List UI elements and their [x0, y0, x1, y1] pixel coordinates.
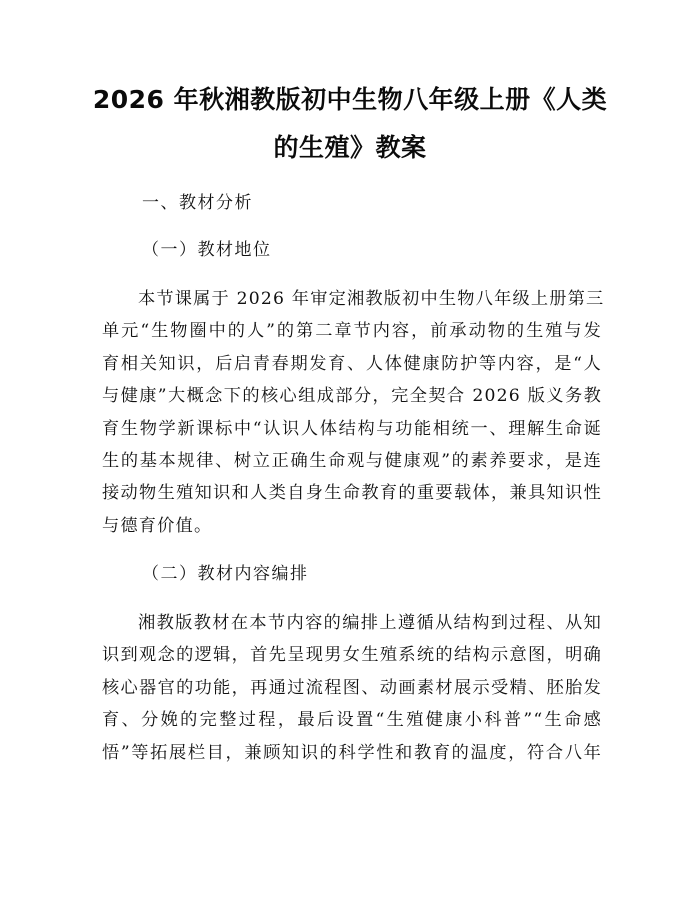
paragraph-line: 单元“生物圈中的人”的第二章节内容，前承动物的生殖与发 — [102, 321, 602, 341]
paragraph-line: 育、分娩的完整过程，最后设置“生殖健康小科普”“生命感 — [102, 710, 602, 730]
paragraph-line: 湘教版教材在本节内容的编排上遵循从结构到过程、从知 — [138, 613, 602, 633]
paragraph-line: 核心器官的功能，再通过流程图、动画素材展示受精、胚胎发 — [102, 678, 602, 698]
paragraph-line: 与德育价值。 — [102, 516, 213, 536]
paragraph-line: 接动物生殖知识和人类自身生命教育的重要载体，兼具知识性 — [102, 483, 602, 503]
document-title-line-2: 的生殖》教案 — [273, 133, 427, 162]
paragraph-line: 育相关知识，后启青春期发育、人体健康防护等内容，是“人 — [102, 354, 602, 374]
paragraph-line: 生的基本规律、树立正确生命观与健康观”的素养要求，是连 — [102, 451, 602, 471]
section-heading-textbook-analysis: 一、教材分析 — [142, 193, 253, 213]
subsection-heading-textbook-position: （一）教材地位 — [142, 240, 272, 260]
paragraph-line: 本节课属于 2026 年审定湘教版初中生物八年级上册第三 — [138, 289, 605, 309]
paragraph-line: 识到观念的逻辑，首先呈现男女生殖系统的结构示意图，明确 — [102, 645, 602, 665]
subsection-heading-content-arrangement: （二）教材内容编排 — [142, 564, 309, 584]
paragraph-line: 与健康”大概念下的核心组成部分，完全契合 2026 版义务教 — [102, 386, 602, 406]
document-title-line-1: 2026 年秋湘教版初中生物八年级上册《人类 — [92, 85, 608, 114]
paragraph-line: 育生物学新课标中“认识人体结构与功能相统一、理解生命诞 — [102, 419, 602, 439]
paragraph-line: 悟”等拓展栏目，兼顾知识的科学性和教育的温度，符合八年 — [102, 743, 602, 763]
